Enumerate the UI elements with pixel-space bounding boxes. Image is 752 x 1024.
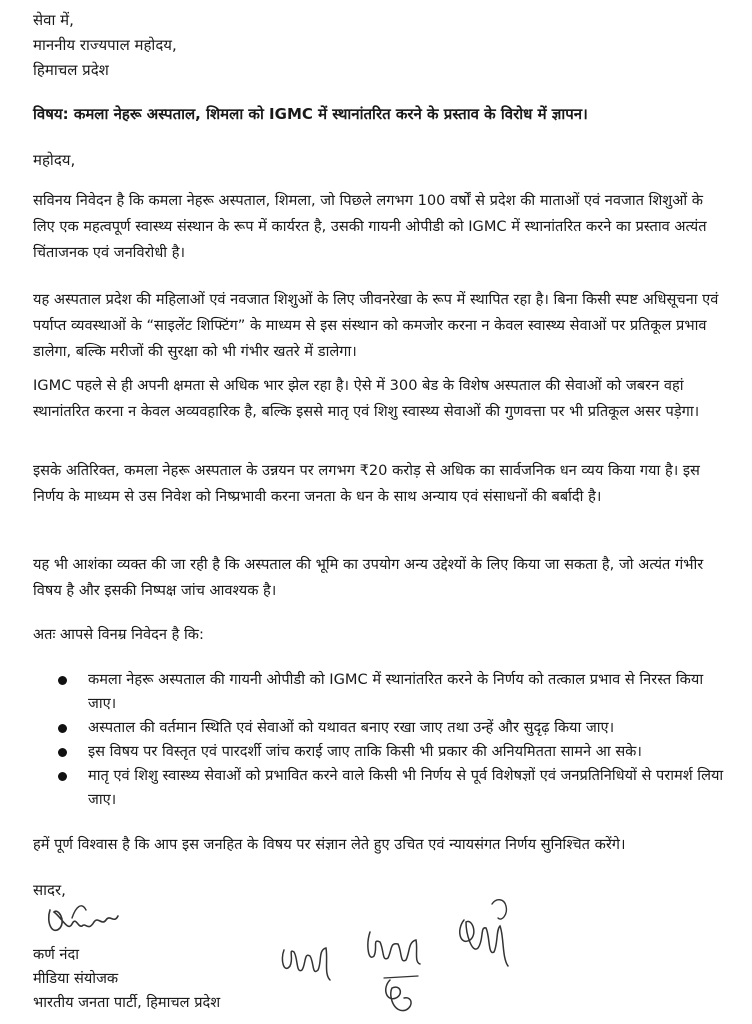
signature-4 <box>452 896 516 972</box>
demand-text: मातृ एवं शिशु स्वास्थ्य सेवाओं को प्रभावित करने वाले किसी भी निर्णय से पूर्व विशेषज्ञों एवं जनप्रतिनिधियों से परामर्श लिया जाए। <box>88 767 724 808</box>
list-item <box>60 716 730 740</box>
paragraph-1: सविनय निवेदन है कि कमला नेहरू अस्पताल, शिमला, जो पिछले लगभग 100 वर्षों से प्रदेश की माताओं एवं नवजात शिशुओं के लिए एक महत्वपूर्ण स्वास्थ्य संस्थान के रूप में कार्यरत है, उसकी गायनी ओपीडी को IGMC में स्थानांतरित करने का प्रस्ताव अत्यंत चिंताजनक एवं जनविरोधी है। <box>33 192 707 261</box>
bullet-icon <box>58 772 67 781</box>
subject-line: विषय: कमला नेहरू अस्पताल, शिमला को IGMC में स्थानांतरित करने के प्रस्ताव के विरोध में ज्ञापन। <box>33 105 588 123</box>
signer-role: मीडिया संयोजक <box>33 970 119 987</box>
demand-text: इस विषय पर विस्तृत एवं पारदर्शी जांच कराई जाए ताकि किसी भी प्रकार की अनियमितता सामने आ सके। <box>88 743 642 760</box>
paragraph-5: यह भी आशंका व्यक्त की जा रही है कि अस्पताल की भूमि का उपयोग अन्य उद्देश्यों के लिए किया जा सकता है, जो अत्यंत गंभीर विषय है और इसकी निष्पक्ष जांच आवश्यक है। <box>33 556 704 599</box>
salutation: महोदय, <box>33 151 76 169</box>
paragraph-2: यह अस्पताल प्रदेश की महिलाओं एवं नवजात शिशुओं के लिए जीवनरेखा के रूप में स्थापित रहा है। बिना किसी स्पष्ट अधिसूचना एवं पर्याप्त व्यवस्थाओं के “साइलेंट शिफ्टिंग” के माध्यम से इस संस्थान को कमजोर करना न केवल स्वास्थ्य सेवाओं पर प्रतिकूल प्रभाव डालेगा, बल्कि मरीजों की सुरक्षा को भी गंभीर खतरे में डालेगा। <box>33 291 719 360</box>
address-line-1: सेवा में, <box>33 11 74 29</box>
bullet-icon <box>58 748 67 757</box>
signer-organization: भारतीय जनता पार्टी, हिमाचल प्रदेश <box>33 994 221 1011</box>
list-item <box>60 668 730 716</box>
signer-block <box>33 943 220 1015</box>
signature-3 <box>360 918 430 1024</box>
bullet-icon <box>58 676 67 685</box>
list-item <box>60 740 730 764</box>
signer-name: कर्ण नंदा <box>33 946 80 963</box>
recipient-address <box>33 8 177 83</box>
list-item <box>60 764 730 812</box>
closing-statement: हमें पूर्ण विश्वास है कि आप इस जनहित के विषय पर संज्ञान लेते हुए उचित एवं न्यायसंगत निर्णय सुनिश्चित करेंगे। <box>33 836 626 853</box>
address-line-2: माननीय राज्यपाल महोदय, <box>33 36 177 54</box>
address-line-3: हिमाचल प्रदेश <box>33 61 109 79</box>
demands-list <box>60 668 730 812</box>
demand-text: कमला नेहरू अस्पताल की गायनी ओपीडी को IGMC में स्थानांतरित करने के निर्णय को तत्काल प्रभाव से निरस्त किया जाए। <box>88 671 704 712</box>
paragraph-4: इसके अतिरिक्त, कमला नेहरू अस्पताल के उन्नयन पर लगभग ₹20 करोड़ से अधिक का सार्वजनिक धन व्यय किया गया है। इस निर्णय के माध्यम से उस निवेश को निष्प्रभावी करना जनता के धन के साथ अन्याय एवं संसाधनों की बर्बादी है। <box>33 462 700 505</box>
bullet-icon <box>58 724 67 733</box>
regards: सादर, <box>33 881 66 899</box>
signature-2 <box>278 930 338 986</box>
signature-primary <box>42 898 122 944</box>
demand-text: अस्पताल की वर्तमान स्थिति एवं सेवाओं को यथावत बनाए रखा जाए तथा उन्हें और सुदृढ़ किया जाए। <box>88 719 615 736</box>
request-intro: अतः आपसे विनम्र निवेदन है कि: <box>33 626 204 643</box>
paragraph-3: IGMC पहले से ही अपनी क्षमता से अधिक भार झेल रहा है। ऐसे में 300 बेड के विशेष अस्पताल की सेवाओं को जबरन वहां स्थानांतरित करना न केवल अव्यवहारिक है, बल्कि इससे मातृ एवं शिशु स्वास्थ्य सेवाओं की गुणवत्ता पर भी प्रतिकूल असर पड़ेगा। <box>33 377 700 420</box>
